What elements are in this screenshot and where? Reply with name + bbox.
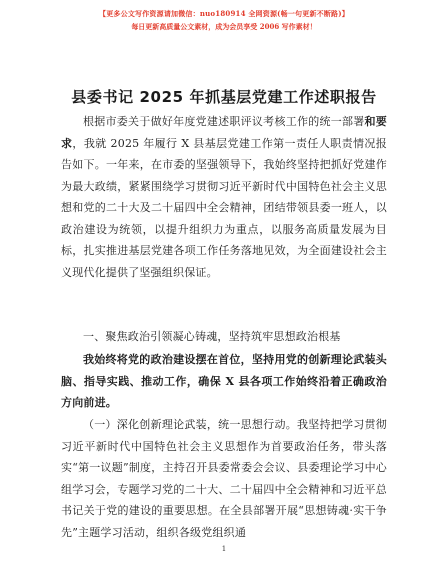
subsection-1-paragraph: （一）深化创新理论武装，统一思想行动。我坚持把学习贯彻习近平新时代中国特色社会主义思想作为首要政治任务，带头落实“第一议题”制度，主持召开县委常委会会议、县委理论学习中心组学习会，专题学习党的二十大、二十届四中全会精神和习近平总书记关于党的建设的重要思想。在全县部署开展“思想铸魂·实干争先”主题学习活动，组织各级党组织通 [61, 418, 387, 539]
intro-text-1: 根据市委关于做好年度党建述职评议考核工作的统一部署 [83, 115, 365, 128]
intro-paragraph [61, 111, 387, 283]
section-1-paragraph: 我始终将党的政治建设摆在首位，坚持用党的创新理论武装头脑、指导实践、推动工作，确保 X 县各项工作始终沿着正确政治方向前进。 [61, 353, 387, 409]
promo-banner [0, 8, 448, 33]
document-title: 县委书记 2025 年抓基层党建工作述职报告 [71, 88, 377, 106]
promo-line-1: 【更多公文写作资源请加微信：nuo180914 全网资源(畅一句更新不断路)】 [99, 9, 349, 18]
section-1-heading: 一、聚焦政治引领凝心铸魂，坚持筑牢思想政治根基 [83, 330, 341, 343]
intro-text-3: ，我就 2025 年履行 X 县基层党建工作第一责任人职责情况报告如下。一年来，在市委的坚强领导下，我始终坚持把抓好党建作为最大政绩，紧紧围绕学习贯彻习近平新时代中国特色社会主义思想和党的二十大及二十届四中全会精神，团结带领县委一班人，以政治建设为统领，以提升组织力为重点，以服务高质量发展为目标，扎实推进基层党建各项工作任务落地见效，为全面建设社会主义现代化提供了坚强组织保证。 [61, 136, 388, 279]
intro-text-2: 和要求 [61, 115, 387, 150]
page-number: 1 [221, 545, 227, 553]
promo-line-2: 每日更新高质量公文素材，成为会员享受 2006 写作素材！ [131, 22, 317, 31]
